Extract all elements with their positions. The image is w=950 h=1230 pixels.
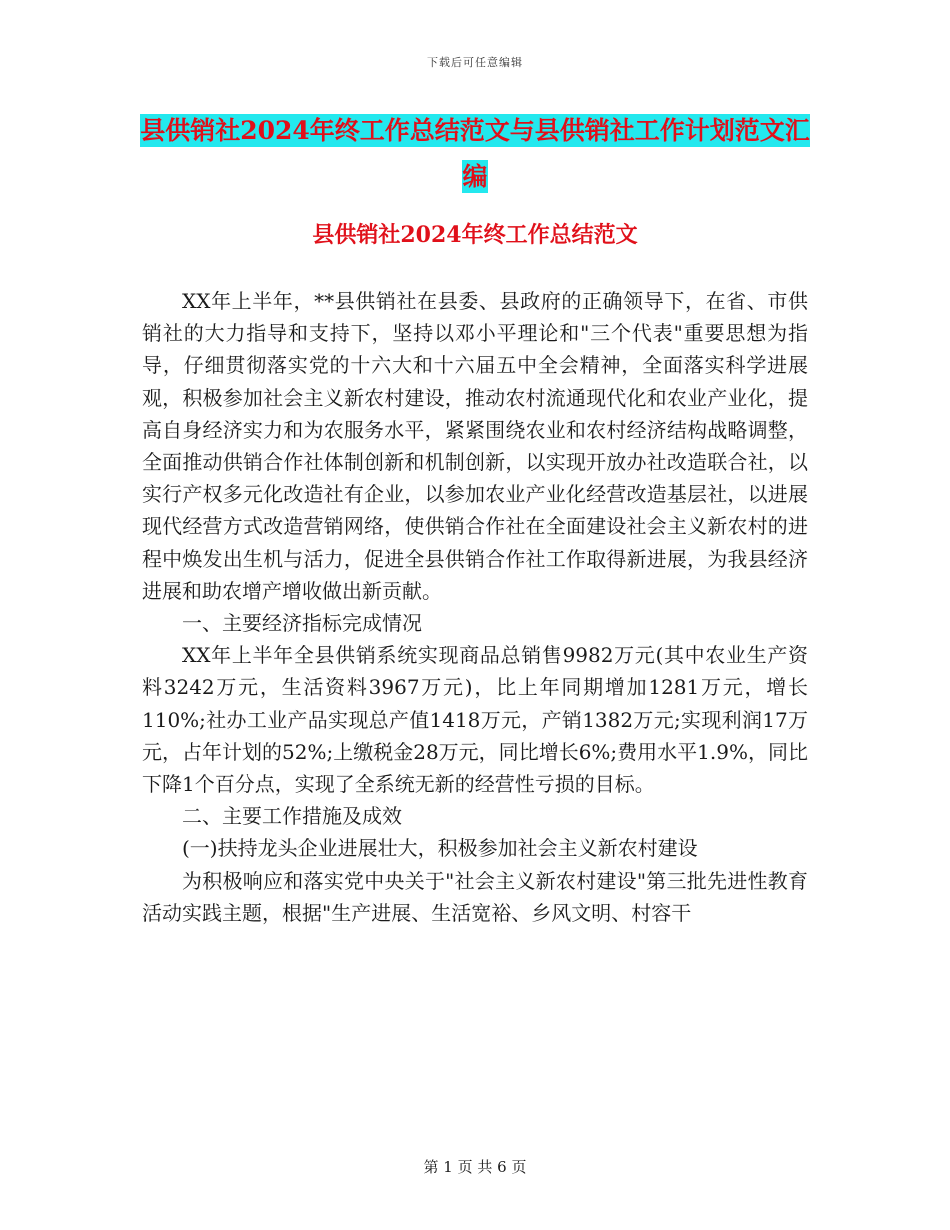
page-header-note: 下载后可任意编辑 bbox=[427, 56, 523, 69]
subheading-leading-enterprises: (一)扶持龙头企业进展壮大，积极参加社会主义新农村建设 bbox=[182, 836, 698, 861]
paragraph-intro: XX年上半年，**县供销社在县委、县政府的正确领导下，在省、市供销社的大力指导和支持下，坚持以邓小平理论和"三个代表"重要思想为指导，仔细贯彻落实党的十六大和十六届五中全会精神，全面落实科学进展观，积极参加社会主义新农村建设，推动农村流通现代化和农业产业化，提高自身经济实力和为农服务水平，紧紧围绕农业和农村经济结构战略调整，全面推动供销合作社体制创新和机制创新，以实现开放办社改造联合社，以实行产权多元化改造社有企业，以参加农业产业化经营改造基层社，以进展现代经营方式改造营销网络，使供销合作社在全面建设社会主义新农村的进程中焕发出生机与活力，促进全县供销合作社工作取得新进展，为我县经济进展和助农增产增收做出新贡献。 bbox=[142, 289, 808, 603]
document-title-text: 县供销社2024年终工作总结范文与县供销社工作计划范文汇编 bbox=[140, 116, 810, 191]
paragraph-economic-indicators: XX年上半年全县供销系统实现商品总销售9982万元(其中农业生产资料3242万元，生活资料3967万元)，比上年同期增加1281万元，增长110%;社办工业产品实现总产值1418万元，产销1382万元;实现利润17万元，占年计划的52%;上缴税金28万元，同比增长6%;费用水平1.9%，同比下降1个百分点，实现了全系统无新的经营性亏损的目标。 bbox=[142, 643, 808, 797]
page-number: 第 1 页 共 6 页 bbox=[423, 1158, 527, 1176]
document-title bbox=[140, 108, 810, 200]
section-title: 县供销社2024年终工作总结范文 bbox=[312, 222, 638, 248]
document-body bbox=[142, 285, 808, 929]
heading-work-measures: 二、主要工作措施及成效 bbox=[182, 804, 402, 829]
heading-economic-indicators: 一、主要经济指标完成情况 bbox=[182, 611, 422, 636]
paragraph-new-countryside: 为积极响应和落实党中央关于"社会主义新农村建设"第三批先进性教育活动实践主题，根据"生产进展、生活宽裕、乡风文明、村容干 bbox=[142, 868, 808, 925]
